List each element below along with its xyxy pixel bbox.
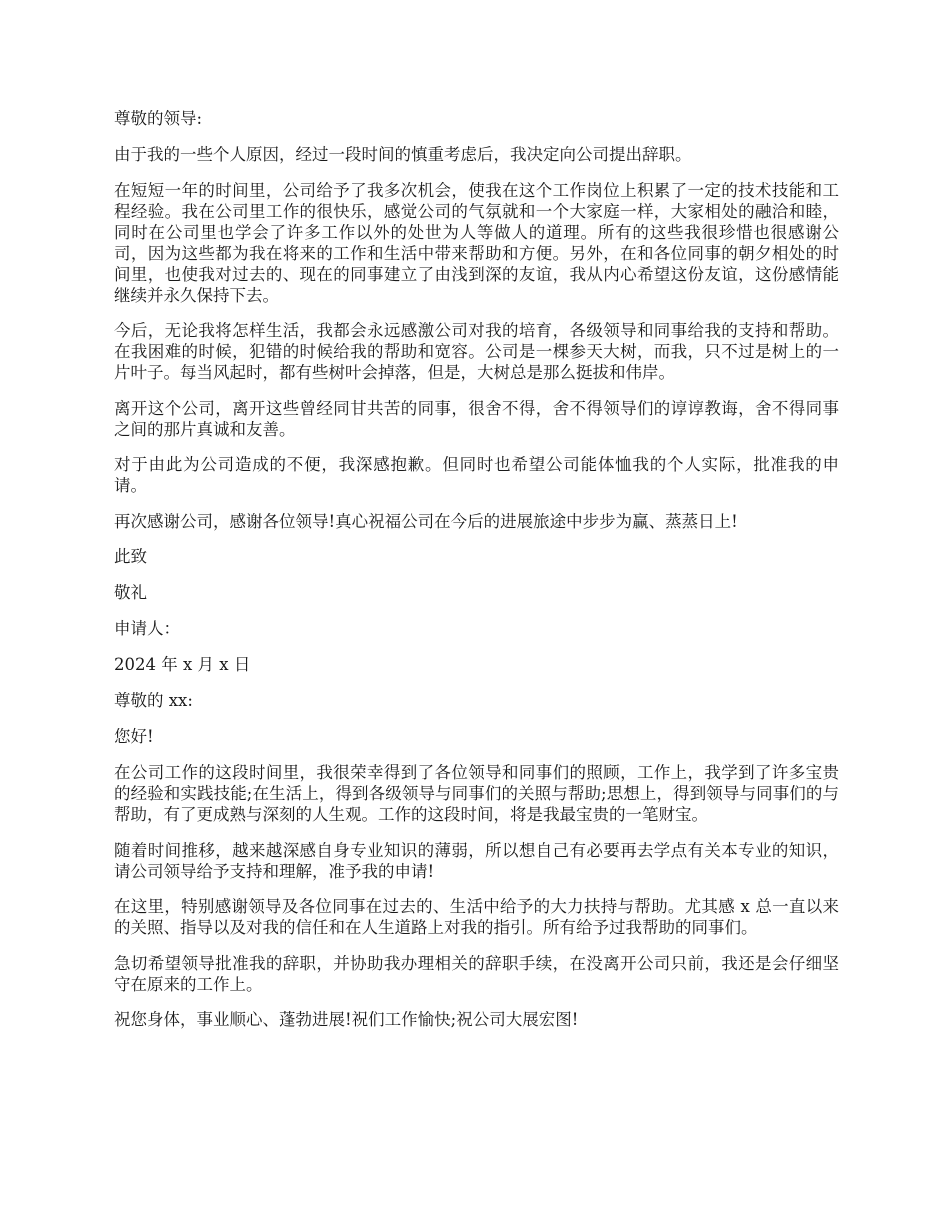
letter2-paragraph: 在这里，特别感谢领导及各位同事在过去的、生活中给予的大力扶持与帮助。尤其感 x 总一直以来的关照、指导以及对我的信任和在人生道路上对我的指引。所有给予过我帮助的同事们。 (114, 897, 839, 937)
letter1-paragraph: 离开这个公司，离开这些曾经同甘共苦的同事，很舍不得，舍不得领导们的谆谆教诲，舍不得同事之间的那片真诚和友善。 (114, 398, 839, 439)
letter2-paragraph: 在公司工作的这段时间里，我很荣幸得到了各位领导和同事们的照顾，工作上，我学到了许多宝贵的经验和实践技能;在生活上，得到各级领导与同事们的关照与帮助;思想上，得到领导与同事们的与帮助，有了更成熟与深刻的人生观。工作的这段时间，将是我最宝贵的一笔财宝。 (114, 763, 839, 824)
letter1-date: 2024 年 x 月 x 日 (114, 655, 251, 674)
letter1-paragraph: 再次感谢公司，感谢各位领导!真心祝福公司在今后的进展旅途中步步为赢、蒸蒸日上! (114, 511, 738, 531)
letter2-paragraph: 祝您身体，事业顺心、蓬勃进展!祝们工作愉快;祝公司大展宏图! (114, 1010, 579, 1029)
letter1-paragraph: 今后，无论我将怎样生活，我都会永远感激公司对我的培育，各级领导和同事给我的支持和帮助。在我困难的时候，犯错的时候给我的帮助和宽容。公司是一棵参天大树，而我，只不过是树上的一片叶子。每当风起时，都有些树叶会掉落，但是，大树总是那么挺拔和伟岸。 (114, 321, 839, 382)
letter1-applicant: 申请人： (114, 619, 180, 638)
letter2-greeting: 您好! (114, 727, 154, 746)
letter1-paragraph: 对于由此为公司造成的不便，我深感抱歉。但同时也希望公司能体恤我的个人实际，批准我的申请。 (114, 455, 839, 495)
letter1-closing-1: 此致 (114, 547, 147, 566)
letter2-salutation: 尊敬的 xx: (114, 691, 193, 710)
letter1-paragraph: 由于我的一些个人原因，经过一段时间的慎重考虑后，我决定向公司提出辞职。 (114, 145, 692, 164)
letter-document (114, 108, 839, 1045)
letter1-paragraph: 在短短一年的时间里，公司给予了我多次机会，使我在这个工作岗位上积累了一定的技术技能和工程经验。我在公司里工作的很快乐，感觉公司的气氛就和一个大家庭一样，大家相处的融洽和睦，同时在公司里也学会了许多工作以外的处世为人等做人的道理。所有的这些我很珍惜也很感谢公司，因为这些都为我在将来的工作和生活中带来帮助和方便。另外，在和各位同事的朝夕相处的时间里，也使我对过去的、现在的同事建立了由浅到深的友谊，我从内心希望这份友谊，这份感情能继续并永久保持下去。 (114, 180, 839, 305)
letter1-closing-2: 敬礼 (114, 583, 147, 602)
letter2-paragraph: 急切希望领导批准我的辞职，并协助我办理相关的辞职手续，在没离开公司只前，我还是会仔细坚守在原来的工作上。 (114, 953, 839, 994)
letter2-paragraph: 随着时间推移，越来越深感自身专业知识的薄弱，所以想自己有必要再去学点有关本专业的知识，请公司领导给予支持和理解，准予我的申请! (114, 840, 839, 881)
letter1-salutation: 尊敬的领导: (114, 109, 203, 128)
